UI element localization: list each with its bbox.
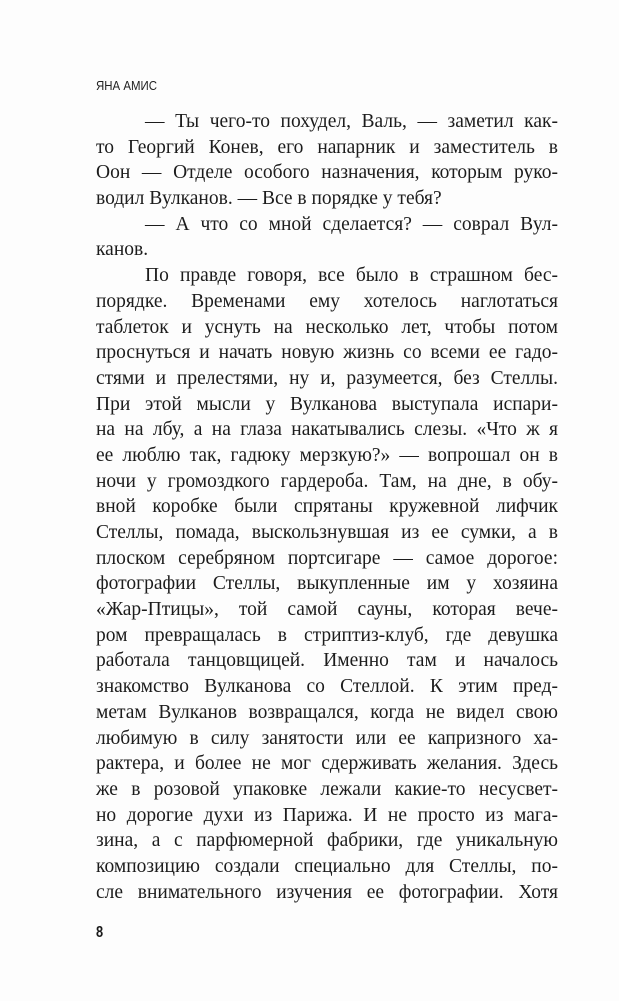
text-line: По правде говоря, все было в страшном бес- bbox=[145, 265, 558, 287]
page-number: 8 bbox=[96, 924, 104, 941]
text-line: фотографии Стеллы, выкупленные им у хозяина bbox=[96, 573, 558, 595]
text-line: При этой мысли у Вулканова выступала испари- bbox=[96, 393, 558, 415]
text-line: вной коробке были спрятаны кружевной лифчик bbox=[96, 496, 558, 518]
text-line: зина, а с парфюмерной фабрики, где уникальную bbox=[96, 830, 558, 852]
text-line: канов. bbox=[96, 239, 149, 261]
text-line: на на лбу, а на глаза накатывались слезы. «Что ж я bbox=[96, 419, 558, 441]
text-line: рактера, и более не мог сдерживать желания. Здесь bbox=[96, 753, 558, 775]
text-line: знакомство Вулканова со Стеллой. К этим пред- bbox=[96, 676, 558, 698]
text-line: ночи у громоздкого гардероба. Там, на дне, в обу- bbox=[96, 470, 558, 492]
running-head-author: ЯНА АМИС bbox=[96, 78, 157, 93]
text-line: любимую в силу занятости или ее капризного ха- bbox=[96, 727, 558, 749]
text-line: — А что со мной сделается? — соврал Вул- bbox=[145, 213, 558, 235]
text-line: проснуться и начать новую жизнь со всеми ее гадо- bbox=[96, 342, 558, 364]
text-line: — Ты чего-то похудел, Валь, — заметил как- bbox=[145, 111, 558, 132]
text-line: то Георгий Конев, его напарник и заместитель в bbox=[96, 136, 558, 158]
text-line: водил Вулканов. — Все в порядке у тебя? bbox=[96, 188, 442, 210]
text-line: стями и прелестями, ну и, разумеется, без Стеллы. bbox=[96, 367, 558, 389]
text-line: таблеток и уснуть на несколько лет, чтобы потом bbox=[96, 316, 558, 338]
body-text bbox=[96, 109, 558, 905]
text-line: работала танцовщицей. Именно там и началось bbox=[96, 650, 558, 672]
text-line: метам Вулканов возвращался, когда не видел свою bbox=[96, 701, 558, 723]
text-line: композицию создали специально для Стеллы, по- bbox=[96, 855, 558, 877]
text-line: «Жар-Птицы», той самой сауны, которая вече- bbox=[96, 599, 558, 621]
text-line: Оон — Отделе особого назначения, которым руко- bbox=[96, 162, 558, 184]
text-line: ром превращалась в стриптиз-клуб, где девушка bbox=[96, 624, 558, 646]
text-line: но дорогие духи из Парижа. И не просто из мага- bbox=[96, 804, 558, 826]
text-line: же в розовой упаковке лежали какие-то несусвет- bbox=[96, 778, 558, 800]
text-line: Стеллы, помада, выскользнувшая из ее сумки, а в bbox=[96, 522, 558, 543]
text-line: ее люблю так, гадюку мерзкую?» — вопрошал он в bbox=[96, 444, 558, 466]
text-line: сле внимательного изучения ее фотографии. Хотя bbox=[96, 881, 558, 903]
text-line: порядке. Временами ему хотелось наглотаться bbox=[96, 290, 558, 312]
text-line: плоском серебряном портсигаре — самое дорогое: bbox=[96, 547, 558, 569]
